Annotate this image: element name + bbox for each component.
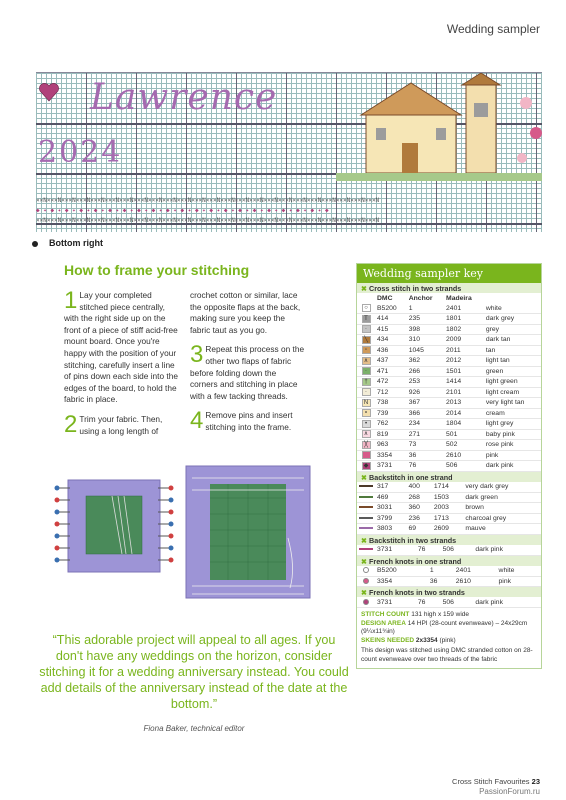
french-knot-icon <box>363 578 369 584</box>
key-cell-dmc: 3031 <box>375 503 407 514</box>
key-cell-dmc: 471 <box>375 366 407 377</box>
key-section-header <box>357 587 541 597</box>
key-cell-name: pink <box>497 576 541 587</box>
key-section-title: Backstitch in one strand <box>369 472 453 482</box>
color-swatch-icon: † <box>362 378 371 386</box>
color-swatch-icon: ∧ <box>362 430 371 438</box>
key-cell-madeira: 2610 <box>444 450 484 461</box>
key-symbol-cell <box>357 303 375 314</box>
color-swatch-icon: T <box>362 315 371 323</box>
key-cell-anchor: 362 <box>407 356 444 367</box>
key-cell-anchor: 398 <box>407 324 444 335</box>
key-cell-dmc: 819 <box>375 429 407 440</box>
key-cell-name: light grey <box>484 419 541 430</box>
key-symbol-cell <box>357 597 375 608</box>
key-section-title: Cross stitch in two strands <box>369 284 462 293</box>
key-symbol-cell <box>357 314 375 325</box>
watermark-text: PassionForum.ru <box>479 787 540 796</box>
chart-name-lettering: Lawrence <box>90 77 278 118</box>
key-cell-name: rose pink <box>484 440 541 451</box>
key-cell-madeira: 1804 <box>444 419 484 430</box>
key-symbol-cell <box>357 440 375 451</box>
key-cell-madeira: 506 <box>441 545 474 556</box>
key-row <box>357 314 541 325</box>
key-cell-dmc: 739 <box>375 408 407 419</box>
key-cell-madeira: 2610 <box>454 576 497 587</box>
key-symbol-cell <box>357 429 375 440</box>
key-cell-anchor: 1 <box>428 566 454 577</box>
key-cell-name: dark tan <box>484 335 541 346</box>
key-table <box>357 545 541 556</box>
french-knot-icon <box>363 567 369 573</box>
chart-border-row: ××N×××N×××N×××N×××N×××N×××N×××N×××N×××N×××N×××N×××N×××N×××N×××N×××N×××N×××N×××N×××N×××N×××N×××N <box>36 197 380 204</box>
backstitch-line-icon <box>359 517 373 519</box>
key-cell-anchor: 234 <box>407 419 444 430</box>
key-cell-madeira: 2011 <box>444 345 484 356</box>
backstitch-line-icon <box>359 506 373 508</box>
key-row <box>357 566 541 577</box>
key-cell-madeira: 506 <box>441 597 474 608</box>
chart-year-lettering: 2024 <box>38 135 123 170</box>
key-cell-madeira: 2013 <box>444 398 484 409</box>
chart-border-row-lower: ××N×××N×××N×××N×××N×××N×××N×××N×××N×××N×××N×××N×××N×××N×××N×××N×××N×××N×××N×××N×××N×××N×××N×××N <box>36 217 380 224</box>
framing-photo-pins <box>52 466 176 586</box>
key-cell-madeira: 2401 <box>454 566 497 577</box>
key-cell-madeira: 2014 <box>444 408 484 419</box>
backstitch-line-icon <box>359 496 373 498</box>
key-cell-name: charcoal grey <box>463 513 541 524</box>
key-row <box>357 450 541 461</box>
key-row <box>357 440 541 451</box>
key-title: Wedding sampler key <box>357 264 541 283</box>
key-cell-dmc: 414 <box>375 314 407 325</box>
key-cell-name: very light tan <box>484 398 541 409</box>
key-cell-madeira: 2003 <box>432 503 464 514</box>
header-anchor: Anchor <box>408 294 433 302</box>
key-row <box>357 303 541 314</box>
key-cell-name: dark green <box>463 492 541 503</box>
howto-step-1: 1 Lay your completed stitched piece centrally, with the right side up on the front of a piece of stiff acid-free mount board. Once you're happy with the position of your stitching, carefully insert a line of pins down each side into the edges of the board, to hold the fabric in place. <box>64 287 178 405</box>
key-section-header <box>357 535 541 545</box>
key-cell-dmc: 963 <box>375 440 407 451</box>
key-cell-madeira: 1414 <box>444 377 484 388</box>
key-cell-name: pink <box>484 450 541 461</box>
key-cell-dmc: 472 <box>375 377 407 388</box>
heart-motif-icon <box>38 81 60 103</box>
key-cell-madeira: 2401 <box>444 303 484 314</box>
key-cell-dmc: B5200 <box>375 566 428 577</box>
color-swatch-icon: ∙ <box>362 367 371 375</box>
howto-column-right <box>190 290 306 442</box>
color-swatch-icon: ○ <box>362 304 371 312</box>
key-row <box>357 335 541 346</box>
color-swatch-icon: ∧ <box>362 357 371 365</box>
key-cell-madeira: 2012 <box>444 356 484 367</box>
key-cell-madeira: 502 <box>444 440 484 451</box>
key-cell-anchor: 400 <box>407 482 432 493</box>
key-row <box>357 366 541 377</box>
key-row <box>357 482 541 493</box>
key-cell-name: grey <box>484 324 541 335</box>
design-area-line: DESIGN AREA 14 HPI (28-count evenweave) – 24x29cm (9¼x11¾in) <box>361 619 528 635</box>
key-symbol-cell <box>357 377 375 388</box>
key-cell-madeira: 2009 <box>444 335 484 346</box>
key-row <box>357 408 541 419</box>
key-cell-name: green <box>484 366 541 377</box>
key-symbol-cell <box>357 345 375 356</box>
key-row <box>357 492 541 503</box>
color-swatch-icon: ▫ <box>362 346 371 354</box>
sampler-key-panel <box>356 263 542 669</box>
key-section-title: French knots in two strands <box>369 588 465 597</box>
key-symbol-cell <box>357 366 375 377</box>
key-cell-anchor: 236 <box>407 513 432 524</box>
key-cell-dmc: 712 <box>375 387 407 398</box>
howto-step-4: 4 Remove pins and insert stitching into the frame. <box>190 407 293 435</box>
key-cell-anchor: 76 <box>407 461 444 472</box>
key-symbol-cell <box>357 524 375 535</box>
key-row <box>357 461 541 472</box>
key-symbol-cell <box>357 450 375 461</box>
chart-caption: Bottom right <box>40 238 103 248</box>
key-cell-madeira: 2609 <box>432 524 464 535</box>
key-cell-dmc: 3354 <box>375 450 407 461</box>
key-row <box>357 324 541 335</box>
key-symbol-cell <box>357 408 375 419</box>
key-row <box>357 419 541 430</box>
color-swatch-icon: N <box>362 399 371 407</box>
key-cell-anchor: 271 <box>407 429 444 440</box>
key-row <box>357 576 541 587</box>
key-cell-anchor: 69 <box>407 524 432 535</box>
key-table <box>357 482 541 535</box>
key-cell-name: dark pink <box>484 461 541 472</box>
key-cell-anchor: 76 <box>416 545 441 556</box>
key-cell-anchor: 253 <box>407 377 444 388</box>
key-row <box>357 398 541 409</box>
key-row <box>357 345 541 356</box>
header-madeira: Madeira <box>446 294 472 302</box>
key-sections <box>357 283 541 608</box>
key-symbol-cell <box>357 503 375 514</box>
key-symbol-cell <box>357 324 375 335</box>
key-cell-dmc: 3731 <box>375 597 416 608</box>
key-section-header <box>357 556 541 566</box>
key-symbol-cell <box>357 398 375 409</box>
cross-mark-icon: ✖ <box>361 535 368 545</box>
key-cell-dmc: 434 <box>375 335 407 346</box>
key-cell-anchor: 76 <box>416 597 441 608</box>
key-table <box>357 597 541 608</box>
color-swatch-icon: ∘ <box>362 409 371 417</box>
key-table <box>357 566 541 588</box>
key-cell-name: brown <box>463 503 541 514</box>
key-table-header <box>357 293 541 303</box>
cross-stitch-chart <box>36 72 542 232</box>
key-row <box>357 387 541 398</box>
key-cell-anchor: 266 <box>407 366 444 377</box>
howto-title: How to frame your stitching <box>64 262 250 278</box>
key-cell-anchor: 366 <box>407 408 444 419</box>
key-cell-name: dark pink <box>473 545 541 556</box>
framing-photo-laced <box>178 458 318 606</box>
key-note: This design was stitched using DMC stranded cotton on 28-count evenweave over two threads of the fabric <box>361 647 533 663</box>
key-symbol-cell <box>357 545 375 556</box>
key-row <box>357 356 541 367</box>
key-footer <box>357 608 541 668</box>
key-cell-anchor: 310 <box>407 335 444 346</box>
key-cell-name: white <box>497 566 541 577</box>
key-cell-dmc: 762 <box>375 419 407 430</box>
color-swatch-icon: ∙ <box>362 325 371 333</box>
key-cell-dmc: 415 <box>375 324 407 335</box>
key-cell-madeira: 506 <box>444 461 484 472</box>
color-swatch-icon: ◆ <box>362 462 371 470</box>
cross-mark-icon: ✖ <box>361 472 368 482</box>
key-cell-name: dark pink <box>473 597 541 608</box>
cross-mark-icon: ✖ <box>361 556 368 566</box>
key-cell-anchor: 926 <box>407 387 444 398</box>
key-cell-dmc: 436 <box>375 345 407 356</box>
key-cell-madeira: 2101 <box>444 387 484 398</box>
key-cell-dmc: 469 <box>375 492 407 503</box>
key-cell-dmc: 3731 <box>375 461 407 472</box>
key-symbol-cell <box>357 576 375 587</box>
key-section-header <box>357 283 541 293</box>
key-cell-anchor: 235 <box>407 314 444 325</box>
key-row <box>357 524 541 535</box>
key-row <box>357 513 541 524</box>
key-cell-dmc: 3799 <box>375 513 407 524</box>
key-section-title: French knots in one strand <box>369 556 462 566</box>
key-symbol-cell <box>357 461 375 472</box>
key-row <box>357 597 541 608</box>
backstitch-line-icon <box>359 527 373 529</box>
color-swatch-icon: ╳ <box>362 441 371 449</box>
key-cell-name: cream <box>484 408 541 419</box>
key-row <box>357 377 541 388</box>
chart-border-row-motifs: ◆ ✦ ◆ ✦ ◆ ✦ ◆ ✦ ◆ ✦ ◆ ✦ ◆ ✦ ◆ ✦ ◆ ✦ ◆ ✦ ◆ ✦ ◆ ✦ ◆ ✦ ◆ ✦ ◆ ✦ ◆ ✦ ◆ ✦ ◆ ✦ ◆ ✦ ◆ ✦ ◆ <box>36 207 329 214</box>
color-swatch-icon: ∙ <box>362 388 371 396</box>
stitch-count-line: STITCH COUNT 131 high x 159 wide <box>361 611 470 618</box>
cross-mark-icon: ✖ <box>361 588 368 597</box>
key-cell-name: light tan <box>484 356 541 367</box>
key-cell-name: white <box>484 303 541 314</box>
key-table <box>357 293 541 472</box>
key-cell-dmc: 3354 <box>375 576 428 587</box>
pull-quote-attribution: Fiona Baker, technical editor <box>143 724 245 733</box>
key-symbol-cell <box>357 492 375 503</box>
key-cell-dmc: B5200 <box>375 303 407 314</box>
key-cell-anchor: 360 <box>407 503 432 514</box>
key-cell-dmc: 3803 <box>375 524 407 535</box>
key-symbol-cell <box>357 356 375 367</box>
key-symbol-cell <box>357 566 375 577</box>
key-cell-name: mauve <box>463 524 541 535</box>
key-cell-name: baby pink <box>484 429 541 440</box>
key-cell-madeira: 1501 <box>444 366 484 377</box>
key-cell-anchor: 1045 <box>407 345 444 356</box>
french-knot-icon <box>363 599 369 605</box>
howto-step-2: 2 Trim your fabric. Then, using a long length of <box>64 410 163 438</box>
key-cell-dmc: 3731 <box>375 545 416 556</box>
header-dmc: DMC <box>377 294 393 302</box>
key-symbol-cell <box>357 482 375 493</box>
key-cell-anchor: 367 <box>407 398 444 409</box>
key-cell-anchor: 268 <box>407 492 432 503</box>
key-section-header <box>357 472 541 482</box>
key-section-title: Backstitch in two strands <box>369 535 457 545</box>
key-cell-dmc: 738 <box>375 398 407 409</box>
key-row <box>357 503 541 514</box>
key-cell-anchor: 36 <box>407 450 444 461</box>
backstitch-line-icon <box>359 548 373 550</box>
key-symbol-cell <box>357 513 375 524</box>
key-symbol-cell <box>357 419 375 430</box>
key-symbol-cell <box>357 387 375 398</box>
church-motif-icon <box>336 73 542 183</box>
key-cell-name: dark grey <box>484 314 541 325</box>
howto-step-3: 3 Repeat this process on the other two flaps of fabric before folding down the corners and stitching in place with a few tacking threads. <box>190 341 305 401</box>
key-cell-name: tan <box>484 345 541 356</box>
key-cell-anchor: 1 <box>407 303 444 314</box>
color-swatch-icon: ╲ <box>362 336 371 344</box>
howto-step-2-cont: crochet cotton or similar, lace the opposite flaps at the back, making sure you keep the fabric taut as you go. <box>190 290 301 335</box>
page-footer: Cross Stitch Favourites 23 <box>452 777 540 786</box>
key-cell-name: light cream <box>484 387 541 398</box>
key-cell-madeira: 501 <box>444 429 484 440</box>
key-cell-madeira: 1802 <box>444 324 484 335</box>
key-cell-name: very dark grey <box>463 482 541 493</box>
key-row <box>357 429 541 440</box>
color-swatch-icon <box>362 451 371 459</box>
howto-column-left <box>64 287 182 445</box>
skeins-line: SKEINS NEEDED 2x3354 (pink) <box>361 636 456 644</box>
key-row <box>357 545 541 556</box>
key-cell-madeira: 1503 <box>432 492 464 503</box>
key-cell-madeira: 1714 <box>432 482 464 493</box>
key-cell-madeira: 1713 <box>432 513 464 524</box>
page-header-title: Wedding sampler <box>446 22 540 36</box>
key-cell-anchor: 36 <box>428 576 454 587</box>
backstitch-line-icon <box>359 485 373 487</box>
cross-mark-icon: ✖ <box>361 284 368 293</box>
key-cell-dmc: 317 <box>375 482 407 493</box>
key-cell-dmc: 437 <box>375 356 407 367</box>
color-swatch-icon: • <box>362 420 371 428</box>
key-cell-anchor: 73 <box>407 440 444 451</box>
key-cell-madeira: 1801 <box>444 314 484 325</box>
key-symbol-cell <box>357 335 375 346</box>
key-cell-name: light green <box>484 377 541 388</box>
pull-quote: “This adorable project will appeal to all ages. If you don't have any weddings on the horizon, consider stitching it for a wedding anniversary instead. You could add details of the anniversary instead of the date at the bottom.” <box>39 633 349 711</box>
